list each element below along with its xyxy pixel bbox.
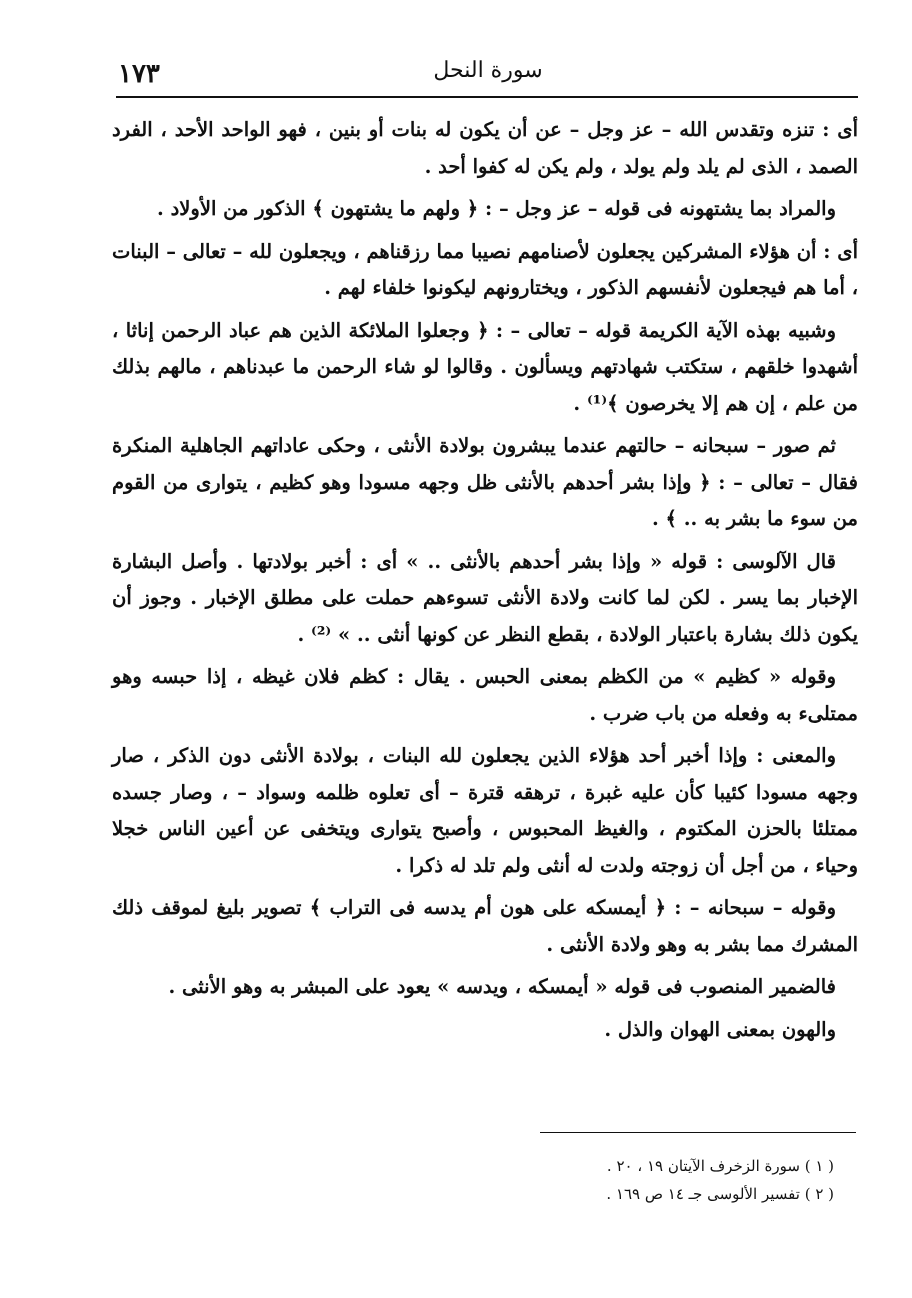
- body-text: [112, 112, 858, 1054]
- footnote: ( ١ ) سورة الزخرف الآيتان ١٩ ، ٢٠ .: [606, 1157, 834, 1175]
- header-rule: [116, 96, 858, 98]
- paragraph: وقوله « كظيم » من الكظم بمعنى الحبس . يقال : كظم فلان غيظه ، إذا حبسه وهو ممتلىء به وفعله من باب ضرب .: [112, 665, 858, 725]
- footnotes: [400, 1152, 834, 1208]
- footnote: ( ٢ ) تفسير الألوسى جـ ١٤ ص ١٦٩ .: [606, 1185, 834, 1203]
- paragraph: والمراد بما يشتهونه فى قوله – عز وجل – : ﴿ ولهم ما يشتهون ﴾ الذكور من الأولاد .: [157, 197, 836, 220]
- paragraph: أى : أن هؤلاء المشركين يجعلون لأصنامهم نصيبا مما رزقناهم ، ويجعلون لله – تعالى – البنات ، أما هم فيجعلون لأنفسهم الذكور ، ويختارونهم ليكونوا خلفاء لهم .: [112, 239, 858, 299]
- paragraph: والهون بمعنى الهوان والذل .: [604, 1017, 836, 1041]
- paragraph: وقوله – سبحانه – : ﴿ أيمسكه على هون أم يدسه فى التراب ﴾ تصوير بليغ لموقف ذلك المشرك مما بشر به وهو ولادة الأنثى .: [112, 896, 858, 956]
- paragraph: فالضمير المنصوب فى قوله « أيمسكه ، ويدسه » يعود على المبشر به وهو الأنثى .: [168, 975, 836, 998]
- paragraph: قال الآلوسى : قوله « وإذا بشر أحدهم بالأنثى .. » أى : أخبر بولادتها . وأصل البشارة الإخبار بما يسر . لكن لما كانت ولادة الأنثى تسوءهم حملت على مطلق الإخبار . وجوز أن يكون ذلك بشارة باعتبار الولادة ، بقطع النظر عن كونها أنثى .. » ⁽²⁾ .: [112, 549, 858, 646]
- page-number: ١٧٣: [118, 59, 160, 89]
- paragraph: أى : تنزه وتقدس الله – عز وجل – عن أن يكون له بنات أو بنين ، فهو الواحد الأحد ، الفرد الصمد ، الذى لم يلد ولم يولد ، ولم يكن له كفوا أحد .: [112, 118, 858, 178]
- running-title: سورة النحل: [433, 58, 543, 83]
- paragraph: ثم صور – سبحانه – حالتهم عندما يبشرون بولادة الأنثى ، وحكى عاداتهم الجاهلية المنكرة فقال – تعالى – : ﴿ وإذا بشر أحدهم بالأنثى ظل وجهه مسودا وهو كظيم ، يتوارى من القوم من سوء ما بشر به .. ﴾ .: [112, 434, 858, 530]
- footnote-rule: [540, 1132, 856, 1133]
- paragraph: والمعنى : وإذا أخبر أحد هؤلاء الذين يجعلون لله البنات ، بولادة الأنثى دون الذكر ، صار وجهه مسودا كئيبا كأن عليه غبرة ، ترهقه قترة – أى تعلوه ظلمه وسواد – ، وصار جسده ممتلئا بالحزن المكتوم ، والغيظ المحبوس ، وأصبح يتوارى ويتخفى عن أعين الناس خجلا وحياء ، من أجل أن زوجته ولدت له أنثى ولم تلد له ذكرا .: [112, 744, 858, 877]
- paragraph: وشبيه بهذه الآية الكريمة قوله – تعالى – : ﴿ وجعلوا الملائكة الذين هم عباد الرحمن إناثا ، أشهدوا خلقهم ، ستكتب شهادتهم ويسألون . وقالوا لو شاء الرحمن ما عبدناهم ، مالهم بذلك من علم ، إن هم إلا يخرصون ﴾⁽¹⁾ .: [112, 318, 858, 415]
- page-header: [118, 54, 858, 94]
